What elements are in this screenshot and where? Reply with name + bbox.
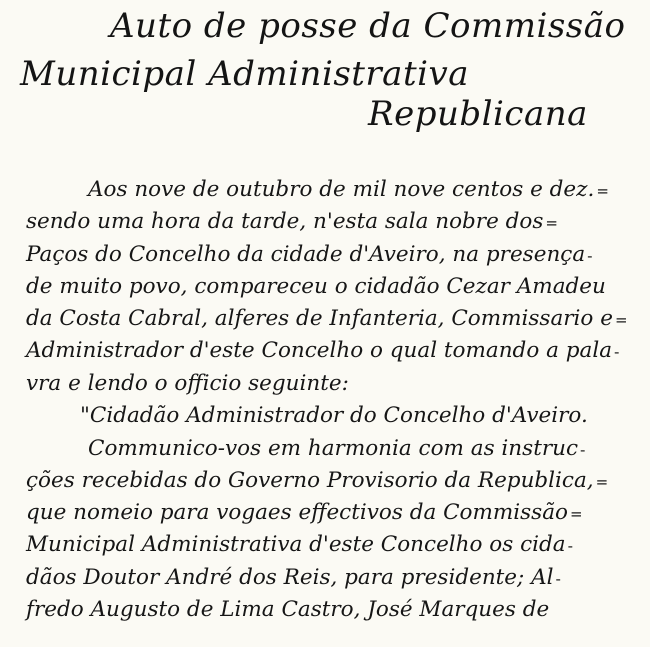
body-line (26, 370, 351, 399)
line-filler-mark: - (580, 441, 586, 459)
body-line-text: sendo uma hora da tarde, n'esta sala nobre dos (26, 209, 544, 234)
line-filler-mark (588, 408, 590, 426)
line-filler-mark: - (567, 537, 574, 555)
body-line (26, 564, 561, 593)
line-filler-mark: = (569, 505, 583, 523)
body-line-text: ções recebidas do Governo Provisorio da Republica, (26, 468, 594, 493)
line-filler-mark: = (614, 311, 628, 329)
body-line-text: "Cidadão Administrador do Concelho d'Aveiro. (80, 403, 588, 428)
body-line (26, 596, 551, 625)
body-line-text: Communico-vos em harmonia com as instruc (88, 436, 578, 461)
body-line-text: dãos Doutor André dos Reis, para presidente; Al (26, 565, 554, 590)
body-line (26, 337, 619, 366)
body-line (26, 467, 608, 496)
title-line-1: Auto de posse da Commissão (110, 6, 626, 46)
line-filler-mark (606, 279, 608, 297)
body-line-text: fredo Augusto de Lima Castro, José Marques de (26, 597, 550, 622)
body-line-text: da Costa Cabral, alferes de Infanteria, Commissario e (26, 306, 613, 331)
line-filler-mark: = (596, 182, 609, 200)
body-line-text: Paços do Concelho da cidade d'Aveiro, na presença (26, 242, 586, 267)
body-line (26, 305, 628, 334)
body-line (26, 531, 573, 560)
body-line-text: Administrador d'este Concelho o qual tomando a pala (26, 338, 613, 363)
line-filler-mark: = (595, 473, 609, 491)
body-line (26, 241, 593, 270)
body-line (26, 499, 583, 528)
body-line-text: vra e lendo o officio seguinte: (26, 371, 349, 396)
body-line (88, 176, 609, 205)
body-line (26, 208, 558, 237)
body-line-text: Municipal Administrativa d'este Concelho os cida (26, 532, 566, 557)
body-line (26, 273, 608, 302)
line-filler-mark (549, 602, 551, 620)
body-line-text: de muito povo, compareceu o cidadão Cezar Amadeu (26, 274, 606, 299)
body-line (80, 402, 590, 431)
line-filler-mark: - (555, 570, 561, 588)
line-filler-mark (349, 376, 351, 394)
line-filler-mark: - (587, 247, 593, 265)
line-filler-mark: = (545, 214, 558, 232)
body-line-text: que nomeio para vogaes effectivos da Commissão (26, 500, 568, 525)
line-filler-mark: - (614, 343, 620, 361)
body-line-text: Aos nove de outubro de mil nove centos e dez. (88, 177, 595, 202)
title-line-3: Republicana (368, 94, 588, 134)
title-line-2: Municipal Administrativa (20, 54, 469, 94)
body-line (88, 435, 585, 464)
